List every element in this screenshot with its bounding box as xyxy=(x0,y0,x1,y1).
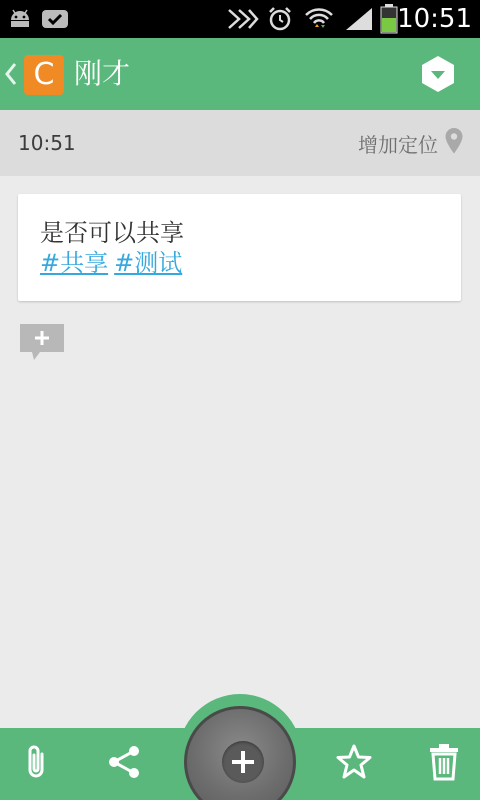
hexagon-dropdown-icon[interactable] xyxy=(418,54,458,94)
tag-link[interactable]: #共享 xyxy=(40,249,109,277)
back-chevron-icon[interactable] xyxy=(4,60,18,88)
star-icon xyxy=(335,743,373,785)
fab-inner xyxy=(222,741,264,783)
attach-button[interactable] xyxy=(6,728,66,800)
share-icon xyxy=(105,743,143,785)
add-location-label: 增加定位 xyxy=(358,132,438,157)
location-pin-icon xyxy=(444,127,464,159)
note-text: 是否可以共享 xyxy=(40,219,184,247)
add-comment-button[interactable] xyxy=(18,322,66,364)
nfc-icon xyxy=(226,0,260,38)
status-time: 10:51 xyxy=(397,4,472,34)
wifi-icon xyxy=(302,0,336,38)
favorite-button[interactable] xyxy=(324,728,384,800)
delete-button[interactable] xyxy=(414,728,474,800)
note-meta-row xyxy=(0,110,480,176)
app-logo[interactable]: C xyxy=(24,55,64,95)
tag-link[interactable]: #测试 xyxy=(114,249,183,277)
add-icon xyxy=(230,749,256,779)
action-bar xyxy=(0,38,480,110)
trash-icon xyxy=(428,743,460,785)
download-done-icon xyxy=(40,0,70,38)
add-location-button[interactable] xyxy=(358,110,464,176)
android-debug-icon xyxy=(6,0,34,38)
status-bar xyxy=(0,0,480,38)
alarm-icon xyxy=(266,0,294,38)
attach-icon xyxy=(21,742,51,786)
share-button[interactable] xyxy=(94,728,154,800)
note-card[interactable] xyxy=(18,194,461,301)
page-title: 刚才 xyxy=(74,57,131,90)
note-tags xyxy=(40,248,439,278)
note-time: 10:51 xyxy=(18,131,76,155)
signal-icon xyxy=(342,0,376,38)
